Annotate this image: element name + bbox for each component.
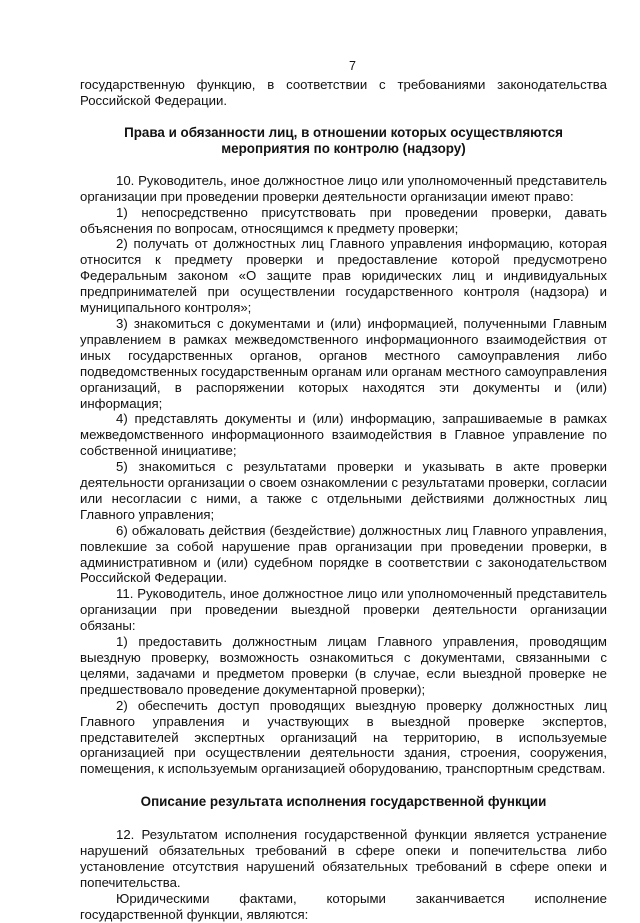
page-number: 7: [349, 59, 356, 73]
paragraph-10-item-2: 2) получать от должностных лиц Главного управления информацию, которая относится к предмету проверки и предоставление которой предусмотрено Федеральным законом «О защите прав юридических лиц и индивидуальных предпринимателей при осуществлении государственного контроля (надзора) и муниципального контроля»;: [80, 236, 607, 316]
paragraph-legal-facts: Юридическими фактами, которыми заканчивается исполнение государственной функции, являются:: [80, 890, 607, 922]
paragraph-10-item-3: 3) знакомиться с документами и (или) информацией, полученными Главным управлением в рамках межведомственного информационного взаимодействия от иных государственных органов, органов местного самоуправления либо подведомственных государственным органам или органам местного самоуправления организаций, в распоряжении которых находятся эти документы и (или) информация;: [80, 315, 607, 411]
paragraph-11-item-1: 1) предоставить должностным лицам Главного управления, проводящим выездную проверку, возможность ознакомиться с документами, связанными с целями, задачами и предметом проверки (в случае, если выездной проверке не предшествовало проведение документарной проверки);: [80, 634, 607, 697]
intro-paragraph: государственную функцию, в соответствии с требованиями законодательства Российской Федерации.: [80, 77, 607, 108]
paragraph-11-item-2: 2) обеспечить доступ проводящих выездную проверку должностных лиц Главного управления и участвующих в выездной проверке экспертов, представителей экспертных организаций на территорию, в используемые организацией при осуществлении деятельности здания, строения, сооружения, помещения, к используемым организацией оборудованию, транспортным средствам.: [80, 697, 607, 777]
paragraph-10-item-4: 4) представлять документы и (или) информацию, запрашиваемые в рамках межведомственного информационного взаимодействия в Главное управление по собственной инициативе;: [80, 411, 607, 459]
spacer: [80, 810, 607, 827]
paragraph-10-item-5: 5) знакомиться с результатами проверки и указывать в акте проверки деятельности организации о своем ознакомлении с результатами проверки, согласии или несогласии с ними, а также с отдельными действиями должностных лиц Главного управления;: [80, 459, 607, 522]
paragraph-10-item-6: 6) обжаловать действия (бездействие) должностных лиц Главного управления, повлекшие за собой нарушение прав организации при проведении проверки, в административном и (или) судебном порядке в соответствии с законодательством Российской Федерации.: [80, 522, 607, 586]
paragraph-10: 10. Руководитель, иное должностное лицо или уполномоченный представитель организации при проведении проверки деятельности организации имеют право:: [80, 172, 607, 204]
spacer: [80, 109, 607, 125]
paragraph-12: 12. Результатом исполнения государственной функции является устранение нарушений обязательных требований в сфере опеки и попечительства либо установление отсутствия нарушений обязательных требований в сфере опеки и попечительства.: [80, 827, 607, 890]
paragraph-11: 11. Руководитель, иное должностное лицо или уполномоченный представитель организации при проведении выездной проверки деятельности организации обязаны:: [80, 586, 607, 634]
spacer: [80, 777, 607, 794]
spacer: [80, 157, 607, 173]
section-heading-rights: Права и обязанности лиц, в отношении которых осуществляются мероприятия по контролю (надзору): [124, 124, 563, 156]
paragraph-10-item-1: 1) непосредственно присутствовать при проведении проверки, давать объяснения по вопросам, относящимся к предмету проверки;: [80, 204, 607, 236]
section-heading-result: Описание результата исполнения государственной функции: [140, 794, 547, 810]
